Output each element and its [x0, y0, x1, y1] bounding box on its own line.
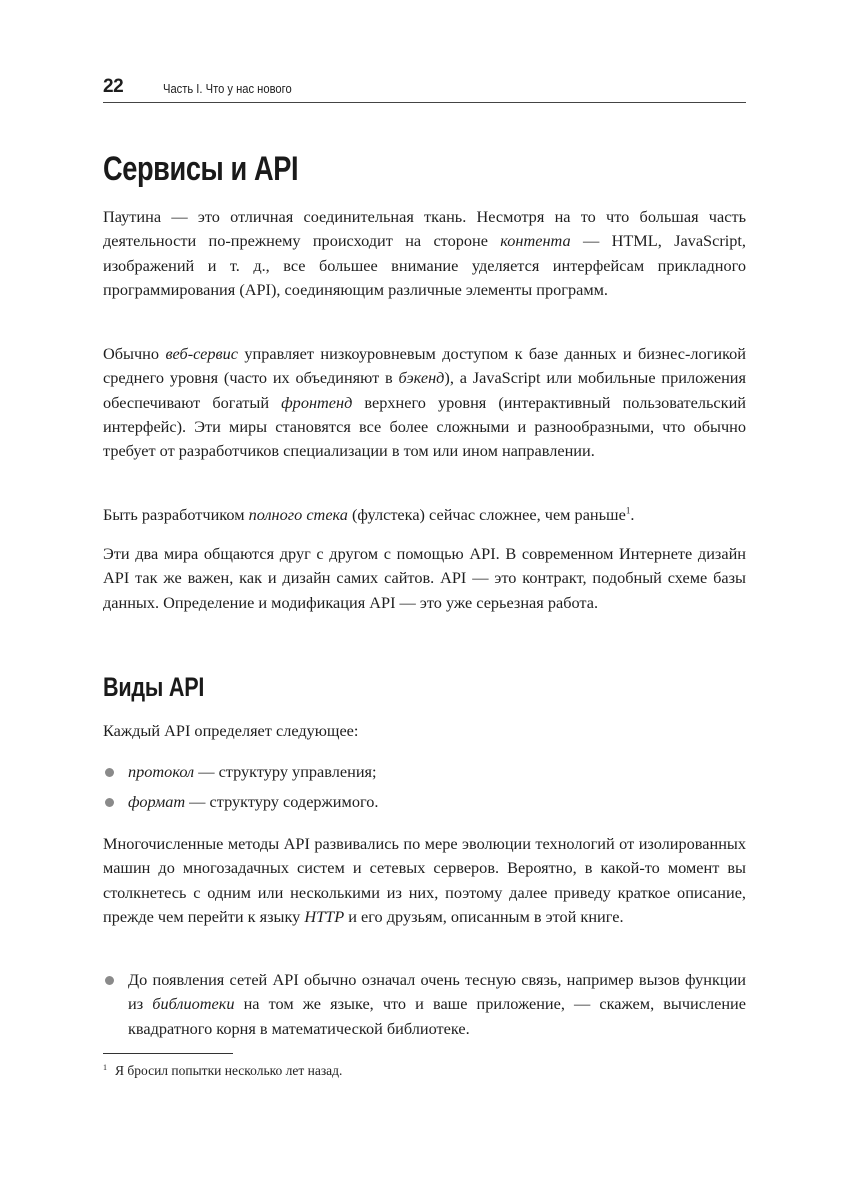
footnote-number: 1: [103, 1062, 107, 1072]
footnote-ref: 1: [625, 505, 631, 516]
page-header: [103, 76, 746, 104]
footnote-text: Я бросил попытки несколько лет назад.: [115, 1063, 343, 1078]
subsection-title: Виды API: [103, 672, 205, 702]
header-rule: [103, 102, 746, 103]
running-head: Часть I. Что у нас нового: [163, 81, 292, 96]
subsection-intro: Каждый API определяет следующее:: [103, 721, 359, 740]
bullet-icon: [105, 798, 114, 807]
bullet-icon: [105, 768, 114, 777]
emphasis: полного стека: [248, 505, 348, 524]
footnote: [103, 1063, 342, 1079]
emphasis: веб-сервис: [165, 344, 238, 363]
list-item: протокол — структуру управления;: [103, 760, 746, 784]
paragraph-2: Обычно веб-сервис управляет низкоуровневым доступом к базе данных и бизнес-логикой среднего уровня (часто их объединяют в бэкенд), а JavaScript или мобильные приложения обеспечивают богатый фронтенд верхнего уровня (интерактивный пользовательский интерфейс). Эти миры становятся все более сложными и разнообразными, что обычно требует от разработчиков специализации в том или ином направлении.: [103, 344, 747, 461]
bullet-icon: [105, 976, 114, 985]
footnote-rule: [103, 1053, 233, 1054]
emphasis: HTTP: [304, 906, 345, 926]
section-title: Сервисы и API: [103, 150, 299, 188]
paragraph-5: Многочисленные методы API развивались по мере эволюции технологий от изолированных машин до многозадачных систем и сетевых серверов. Вероятно, в какой-то момент вы столкнетесь с одним или несколькими из них, поэтому далее приведу краткое описание, прежде чем перейти к языку HTTP и его друзьям, описанным в этой книге.: [103, 834, 746, 926]
page-number: 22: [103, 76, 124, 97]
emphasis: фронтенд: [281, 392, 353, 412]
api-history-list: [103, 968, 746, 1041]
list-item: До появления сетей API обычно означал очень тесную связь, например вызов функции из библиотеки на том же языке, что и ваше приложение, — скажем, вычисление квадратного корня в математической библиотеке.: [103, 968, 746, 1041]
list-item: формат — структуру содержимого.: [103, 790, 746, 814]
paragraph-3: Быть разработчиком полного стека (фулстека) сейчас сложнее, чем раньше$^1$.: [103, 505, 635, 524]
api-aspects-list: [103, 760, 746, 815]
emphasis: контента: [500, 231, 571, 251]
paragraph-1: Паутина — это отличная соединительная ткань. Несмотря на то что большая часть деятельности по-прежнему происходит на стороне контента — HTML, JavaScript, изображений и т. д., все большее внимание уделяется интерфейсам прикладного программирования (API), соединяющим различные элементы программ.: [103, 207, 747, 299]
emphasis: бэкенд: [398, 368, 445, 388]
paragraph-4: Эти два мира общаются друг с другом с помощью API. В современном Интернете дизайн API так же важен, как и дизайн самих сайтов. API — это контракт, подобный схеме базы данных. Определение и модификация API — это уже серьезная работа.: [103, 544, 746, 612]
